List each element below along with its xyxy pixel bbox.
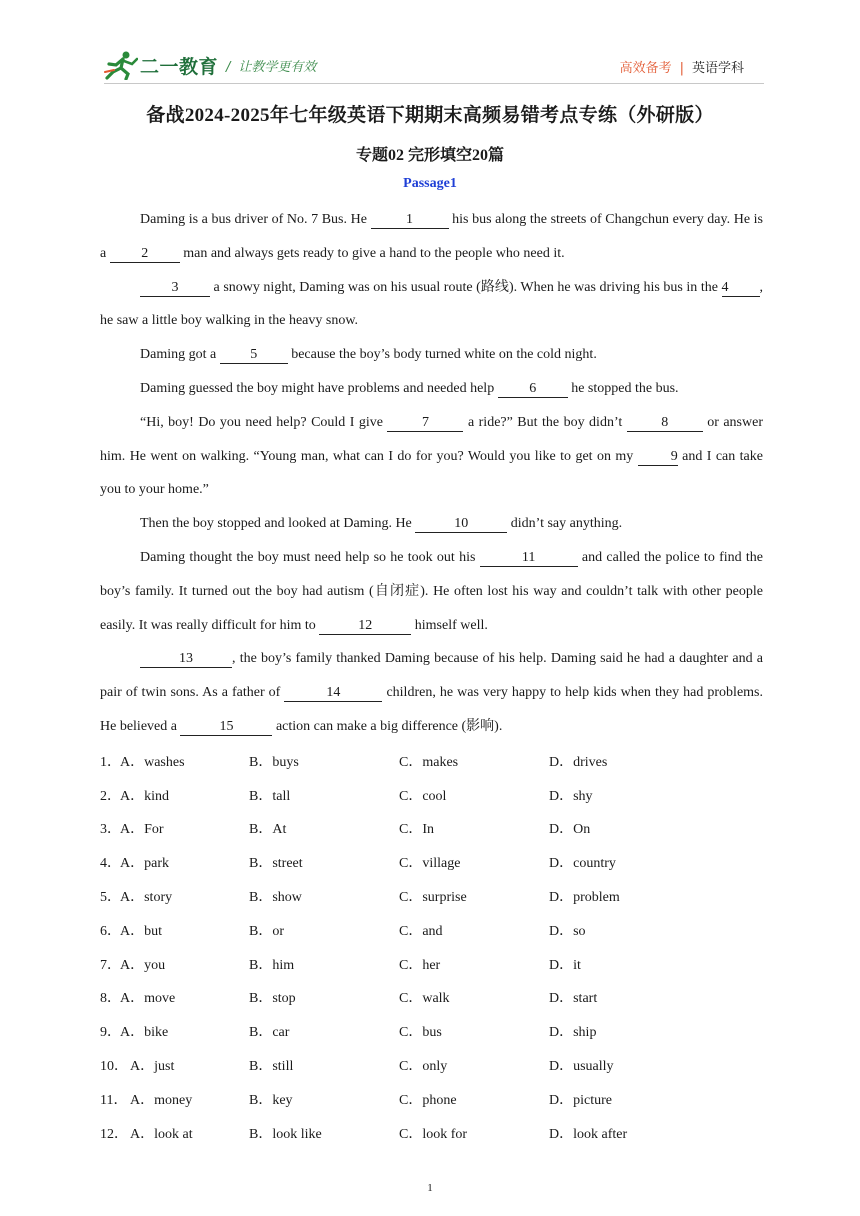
cloze-blank: 13 [140, 650, 232, 668]
question-number: 11． [100, 1092, 128, 1108]
runner-logo-icon [104, 50, 138, 80]
option-d: D．shy [549, 788, 593, 804]
question-row [100, 812, 763, 846]
paragraph-text: Daming got a [140, 347, 220, 363]
paragraph-text: , he saw a little boy walking in the heavy snow. [100, 279, 763, 329]
option-c: C．phone [399, 1092, 457, 1108]
cloze-blank: 12 [319, 617, 411, 635]
option-a: A．money [130, 1092, 193, 1108]
option-c: C．In [399, 822, 434, 838]
option-c: C．cool [399, 788, 447, 804]
question-row [100, 1116, 763, 1150]
option-c: C．walk [399, 991, 450, 1007]
page-number: 1 [427, 1182, 433, 1194]
question-list [100, 744, 763, 1150]
option-a: A．washes [120, 754, 185, 770]
header-divider [104, 83, 764, 84]
paragraph-text: because the boy’s body turned white on the cold night. [287, 347, 597, 363]
paragraph-text: his bus along the streets of Changchun every day. He is a [100, 212, 763, 261]
question-number: 3． [100, 822, 121, 838]
question-row [100, 778, 763, 812]
option-a: A．bike [120, 1025, 169, 1041]
question-row [100, 845, 763, 879]
option-b: B．key [249, 1092, 293, 1108]
option-a: A．look at [130, 1126, 193, 1142]
question-row [100, 879, 763, 913]
paragraph [100, 507, 763, 541]
paragraph-text: , the boy’s family thanked Daming because of his help. Daming said he had a daughter and a pair of twin sons. As a father of [100, 651, 763, 701]
logo-text: 二一教育 [140, 55, 219, 78]
paragraph [100, 372, 763, 406]
option-b: B．car [249, 1025, 290, 1041]
paragraph-text: a ride?” But the boy didn’t [463, 414, 627, 430]
paragraph-text: Daming thought the boy must need help so he took out his [140, 549, 480, 565]
paragraph-text: children, he was very happy to help kids when they had problems. He believed a [100, 685, 763, 734]
header-separator: | [679, 61, 684, 76]
paragraph-text: or answer him. He went on walking. “Young man, what can I do for you? Would you like to get on my [100, 414, 763, 464]
question-row [100, 913, 763, 947]
question-number: 9． [100, 1025, 121, 1041]
document-subtitle: 专题02 完形填空20篇 [355, 147, 504, 164]
option-d: D．it [549, 957, 581, 973]
option-c: C．bus [399, 1025, 442, 1041]
paragraph [100, 271, 763, 339]
passage-label: Passage1 [403, 176, 457, 191]
paragraph-text: and I can take you to your home.” [100, 448, 763, 498]
question-row [100, 947, 763, 981]
option-c: C．village [399, 856, 461, 872]
option-c: C．and [399, 923, 443, 939]
question-row [100, 1082, 763, 1116]
header-subject-label: 英语学科 [691, 61, 744, 76]
option-b: B．tall [249, 788, 291, 804]
option-c: C．only [399, 1059, 448, 1075]
cloze-blank: 15 [180, 718, 272, 736]
option-a: A．but [120, 923, 162, 939]
question-row [100, 744, 763, 778]
cloze-blank: 4 [722, 279, 760, 297]
option-d: D．usually [549, 1059, 614, 1075]
question-number: 12． [100, 1126, 128, 1142]
paragraph-text: himself well. [411, 617, 488, 633]
question-number: 1． [100, 754, 121, 770]
paragraph-text: a snowy night, Daming was on his usual route (路线). When he was driving his bus in the [210, 279, 722, 295]
option-b: B．him [249, 957, 295, 973]
option-a: A．you [120, 957, 166, 973]
option-b: B．or [249, 923, 284, 939]
option-b: B．look like [249, 1126, 322, 1142]
question-row [100, 981, 763, 1015]
option-a: A．move [120, 991, 176, 1007]
paragraph [100, 203, 763, 271]
option-c: C．makes [399, 754, 459, 770]
cloze-blank: 11 [480, 549, 578, 567]
paragraph [100, 541, 763, 642]
cloze-blank: 2 [110, 245, 180, 263]
paragraph [100, 338, 763, 372]
cloze-blank: 3 [140, 279, 210, 297]
header-exam-label: 高效备考 [619, 61, 672, 76]
question-number: 8． [100, 991, 121, 1007]
option-c: C．look for [399, 1126, 468, 1142]
option-d: D．so [549, 923, 586, 939]
option-d: D．look after [549, 1126, 628, 1142]
logo [104, 50, 218, 80]
header-slogan [226, 56, 316, 75]
option-d: D．problem [549, 890, 620, 906]
question-number: 4． [100, 856, 121, 872]
cloze-blank: 9 [638, 448, 678, 466]
paragraph-text: he stopped the bus. [567, 380, 679, 396]
option-c: C．her [399, 957, 441, 973]
paragraph-text: Then the boy stopped and looked at Daming. He [140, 516, 416, 532]
option-d: D．country [549, 856, 616, 872]
option-d: D．drives [549, 754, 608, 770]
question-number: 6． [100, 923, 121, 939]
cloze-blank: 8 [627, 414, 703, 432]
paragraph [100, 642, 763, 743]
question-row [100, 1048, 763, 1082]
header-subject [620, 57, 744, 76]
option-a: A．For [120, 822, 164, 838]
cloze-blank: 10 [415, 515, 507, 533]
option-d: D．picture [549, 1092, 612, 1108]
paragraph-text: didn’t say anything. [507, 516, 623, 532]
question-number: 10． [100, 1059, 128, 1075]
option-a: A．just [130, 1059, 175, 1075]
cloze-blank: 7 [387, 414, 463, 432]
option-a: A．story [120, 890, 173, 906]
document-title: 备战2024-2025年七年级英语下期期末高频易错考点专练（外研版） [146, 105, 714, 126]
option-b: B．buys [249, 754, 299, 770]
paragraph-text: action can make a big difference (影响). [272, 718, 503, 734]
option-b: B．still [249, 1059, 294, 1075]
page-header [104, 48, 744, 84]
paragraph-text: and called the police to find the boy’s family. It turned out the boy had autism (自闭症). He often lost his way and couldn’t talk with other people easily. It was really difficult for him to [100, 549, 763, 633]
paragraph-text: Daming is a bus driver of No. 7 Bus. He [140, 212, 371, 227]
option-b: B．show [249, 890, 302, 906]
option-d: D．On [549, 822, 591, 838]
option-d: D．ship [549, 1025, 597, 1041]
cloze-blank: 5 [220, 346, 288, 364]
option-b: B．street [249, 856, 303, 872]
option-c: C．surprise [399, 890, 467, 906]
paragraph-text: man and always gets ready to give a hand to the people who need it. [179, 245, 565, 261]
cloze-blank: 6 [498, 380, 568, 398]
cloze-blank: 1 [371, 211, 449, 229]
option-b: B．stop [249, 991, 296, 1007]
paragraph-text: Daming guessed the boy might have problems and needed help [140, 380, 498, 396]
paragraph-text: “Hi, boy! Do you need help? Could I give [140, 414, 388, 430]
question-number: 7． [100, 957, 121, 973]
passage-text [100, 203, 763, 744]
option-d: D．start [549, 991, 598, 1007]
slash-divider: / [226, 60, 231, 75]
question-row [100, 1014, 763, 1048]
option-a: A．park [120, 856, 169, 872]
question-number: 5． [100, 890, 121, 906]
paragraph [100, 406, 763, 507]
option-a: A．kind [120, 788, 169, 804]
option-b: B．At [249, 822, 287, 838]
cloze-blank: 14 [284, 684, 382, 702]
slogan-text: 让教学更有效 [238, 60, 317, 75]
question-number: 2． [100, 788, 121, 804]
